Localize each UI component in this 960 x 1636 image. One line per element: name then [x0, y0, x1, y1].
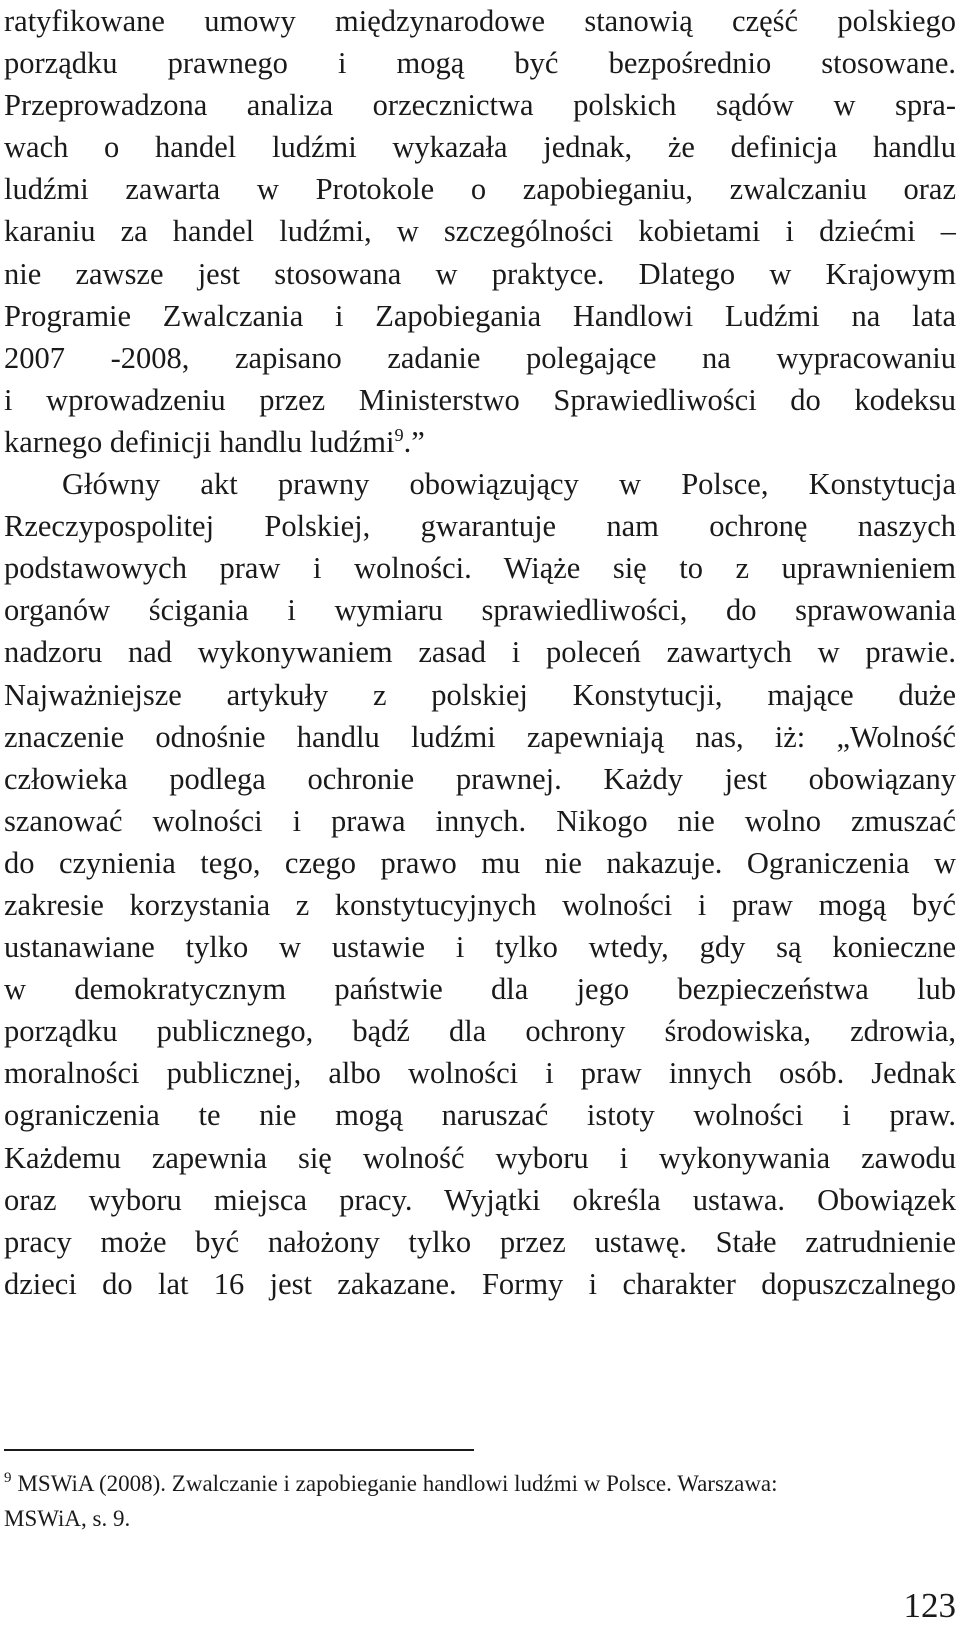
body-text	[4, 0, 956, 1305]
text-line: ludźmi zawarta w Protokole o zapobieganiu, zwalczaniu oraz	[4, 172, 956, 207]
footnote-reference[interactable]: 9	[394, 424, 404, 445]
text-line: Przeprowadzona analiza orzecznictwa polskich sądów w spra-	[4, 88, 956, 123]
text-line: porządku prawnego i mogą być bezpośrednio stosowane.	[4, 46, 956, 81]
footnote-divider	[4, 1449, 474, 1451]
text-line: ratyfikowane umowy międzynarodowe stanowią część polskiego	[4, 4, 956, 38]
text-line: pracy może być nałożony tylko przez ustawę. Stałe zatrudnienie	[4, 1224, 956, 1259]
text-line: nadzoru nad wykonywaniem zasad i poleceń zawartych w prawie.	[4, 635, 956, 670]
text-line: wach o handel ludźmi wykazała jednak, że definicja handlu	[4, 130, 956, 165]
text-line: 2007 -2008, zapisano zadanie polegające na wypracowaniu	[4, 340, 956, 375]
text-line: Główny akt prawny obowiązujący w Polsce, Konstytucja	[62, 467, 956, 502]
text-line: ustanawiane tylko w ustawie i tylko wtedy, gdy są konieczne	[4, 930, 956, 965]
text-line: Każdemu zapewnia się wolność wyboru i wykonywania zawodu	[4, 1140, 956, 1175]
page-number: 123	[903, 1586, 956, 1625]
text-line: szanować wolności i prawa innych. Nikogo nie wolno zmuszać	[4, 803, 956, 838]
text-line: oraz wyboru miejsca pracy. Wyjątki określa ustawa. Obowiązek	[4, 1182, 956, 1217]
text-line: nie zawsze jest stosowana w praktyce. Dlatego w Krajowym	[4, 256, 956, 291]
footnote-line: MSWiA, s. 9.	[4, 1506, 131, 1531]
text-line: porządku publicznego, bądź dla ochrony środowiska, zdrowia,	[4, 1014, 956, 1049]
text-line: Programie Zwalczania i Zapobiegania Handlowi Ludźmi na lata	[4, 298, 956, 333]
text-line-with-footnote	[4, 421, 956, 463]
text-line: w demokratycznym państwie dla jego bezpieczeństwa lub	[4, 972, 956, 1007]
text-line: zakresie korzystania z konstytucyjnych wolności i praw mogą być	[4, 887, 956, 922]
footnote-line	[4, 1466, 904, 1501]
text-fragment: .”	[403, 424, 425, 459]
text-line: i wprowadzeniu przez Ministerstwo Sprawiedliwości do kodeksu	[4, 382, 956, 417]
text-line: dzieci do lat 16 jest zakazane. Formy i charakter dopuszczalnego	[4, 1266, 956, 1301]
text-fragment: karnego definicji handlu ludźmi	[4, 424, 395, 459]
text-line: Najważniejsze artykuły z polskiej Konstytucji, mające duże	[4, 677, 956, 712]
text-line: Rzeczypospolitej Polskiej, gwarantuje nam ochronę naszych	[4, 509, 956, 544]
footnote	[4, 1466, 904, 1536]
text-line: znaczenie odnośnie handlu ludźmi zapewniają nas, iż: „Wolność	[4, 719, 956, 754]
text-line: organów ścigania i wymiaru sprawiedliwości, do sprawowania	[4, 593, 956, 628]
text-line: człowieka podlega ochronie prawnej. Każdy jest obowiązany	[4, 761, 956, 796]
text-line: do czynienia tego, czego prawo mu nie nakazuje. Ograniczenia w	[4, 845, 956, 880]
text-line: moralności publicznej, albo wolności i praw innych osób. Jednak	[4, 1056, 956, 1091]
text-line: podstawowych praw i wolności. Wiąże się to z uprawnieniem	[4, 551, 956, 586]
footnote-text: MSWiA (2008). Zwalczanie i zapobieganie handlowi ludźmi w Polsce. Warszawa:	[17, 1471, 778, 1496]
footnote-number: 9	[4, 1470, 12, 1487]
text-line: ograniczenia te nie mogą naruszać istoty wolności i praw.	[4, 1098, 956, 1133]
text-line: karaniu za handel ludźmi, w szczególności kobietami i dziećmi –	[4, 214, 956, 249]
